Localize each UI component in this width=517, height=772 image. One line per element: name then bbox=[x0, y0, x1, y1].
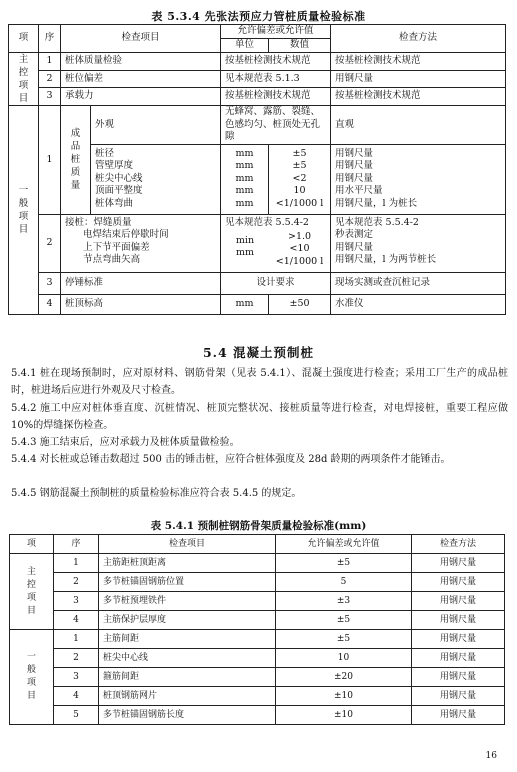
table-row bbox=[10, 687, 505, 706]
seq-cell: 2 bbox=[39, 70, 61, 88]
pile-dimension-items: 桩径 管壁厚度 桩尖中心线 顶面平整度 桩体弯曲 bbox=[91, 144, 221, 214]
seq-cell: 1 bbox=[54, 630, 99, 649]
table-row bbox=[9, 53, 506, 71]
check-cell: 多节桩锚固钢筋位置 bbox=[99, 573, 276, 592]
check-cell: 桩尖中心线 bbox=[99, 649, 276, 668]
main-control-label: 主控项目 bbox=[9, 53, 39, 106]
tolerance-cell: 10 bbox=[276, 649, 412, 668]
tolerance-cell: ±5 bbox=[276, 630, 412, 649]
header-check: 检查项目 bbox=[61, 25, 221, 53]
pile-dimension-values: ±5 ±5 <2 10 <1/1000 l bbox=[269, 144, 331, 214]
paragraph-5-4-5: 5.4.5 钢筋混凝土预制桩的质量检验标准应符合表 5.4.5 的规定。 bbox=[11, 488, 302, 499]
table-5-3-4 bbox=[8, 24, 506, 315]
seq-cell: 2 bbox=[39, 214, 61, 272]
unit-cell: mm bbox=[221, 294, 269, 314]
table-row bbox=[9, 294, 506, 314]
check-cell: 桩顶标高 bbox=[61, 294, 221, 314]
seq-cell: 5 bbox=[54, 706, 99, 725]
table-5-4-1-title: 表 5.4.1 预制桩钢筋骨架质量检验标准(mm) bbox=[150, 520, 367, 532]
table-row bbox=[10, 592, 505, 611]
header-check: 检查项目 bbox=[99, 535, 276, 554]
check-cell: 停锤标准 bbox=[61, 272, 221, 294]
method-cell: 用钢尺量 bbox=[412, 687, 505, 706]
seq-cell: 3 bbox=[39, 272, 61, 294]
method-cell: 现场实测或查沉桩记录 bbox=[331, 272, 506, 294]
check-cell: 桩体质量检验 bbox=[61, 53, 221, 71]
table-row bbox=[9, 272, 506, 294]
table-row bbox=[9, 106, 506, 145]
seq-cell: 4 bbox=[54, 687, 99, 706]
tolerance-cell: ±10 bbox=[276, 687, 412, 706]
splice-items: 接桩：焊缝质量 电焊结束后停歇时间 上下节平面偏差 节点弯曲矢高 bbox=[61, 214, 221, 272]
header-value: 数值 bbox=[269, 39, 331, 53]
seq-cell: 4 bbox=[39, 294, 61, 314]
main-control-label: 主控项目 bbox=[10, 554, 54, 630]
tolerance-cell: 按基桩检测技术规范 bbox=[221, 88, 331, 106]
seq-cell: 4 bbox=[54, 611, 99, 630]
pile-dimension-methods: 用钢尺量 用钢尺量 用钢尺量 用水平尺量 用钢尺量，l 为桩长 bbox=[331, 144, 506, 214]
table-row bbox=[10, 611, 505, 630]
finished-pile-label: 成品桩质量 bbox=[61, 106, 91, 215]
method-cell: 用钢尺量 bbox=[412, 573, 505, 592]
splice-methods: 见本规范表 5.5.4-2 秒表测定 用钢尺量 用钢尺量，l 为两节桩长 bbox=[331, 214, 506, 272]
method-cell: 按基桩检测技术规范 bbox=[331, 53, 506, 71]
seq-cell: 2 bbox=[54, 649, 99, 668]
paragraph-5-4-2: 5.4.2 施工中应对桩体垂直度、沉桩情况、桩顶完整状况、接桩质量等进行检查，对电焊接桩，重要工程应做 10%的焊缝探伤检查。 bbox=[11, 403, 508, 431]
splice-units: min mm bbox=[235, 234, 255, 258]
table-row bbox=[10, 573, 505, 592]
check-cell: 承载力 bbox=[61, 88, 221, 106]
table-row bbox=[9, 214, 506, 272]
table-5-4-1 bbox=[9, 534, 505, 725]
method-cell: 用钢尺量 bbox=[412, 706, 505, 725]
check-cell: 桩顶钢筋网片 bbox=[99, 687, 276, 706]
method-cell: 用钢尺量 bbox=[412, 668, 505, 687]
header-tolerance: 允许偏差或允许值 bbox=[221, 25, 331, 39]
appearance-method: 直观 bbox=[331, 106, 506, 145]
tolerance-cell: 设计要求 bbox=[221, 272, 331, 294]
paragraph-5-4-1: 5.4.1 桩在现场预制时，应对原材料、钢筋骨架（见表 5.4.1）、混凝土强度进行检查；采用工厂生产的成品桩时，桩进场后应进行外观及尺寸检查。 bbox=[11, 368, 508, 396]
seq-cell: 3 bbox=[39, 88, 61, 106]
tolerance-cell: ±20 bbox=[276, 668, 412, 687]
seq-cell: 1 bbox=[39, 53, 61, 71]
check-cell: 主筋距桩顶距离 bbox=[99, 554, 276, 573]
method-cell: 用钢尺量 bbox=[331, 70, 506, 88]
general-label: 一般项目 bbox=[9, 106, 39, 315]
tolerance-cell: 见本规范表 5.1.3 bbox=[221, 70, 331, 88]
table-5-3-4-title: 表 5.3.4 先张法预应力管桩质量检验标准 bbox=[151, 10, 366, 23]
seq-cell: 3 bbox=[54, 668, 99, 687]
page-number: 16 bbox=[485, 751, 497, 761]
header-method: 检查方法 bbox=[331, 25, 506, 53]
table-row bbox=[10, 630, 505, 649]
check-cell: 箍筋间距 bbox=[99, 668, 276, 687]
table-row bbox=[10, 554, 505, 573]
table-row bbox=[10, 668, 505, 687]
table-row bbox=[9, 70, 506, 88]
method-cell: 按基桩检测技术规范 bbox=[331, 88, 506, 106]
tolerance-cell: ±10 bbox=[276, 706, 412, 725]
paragraph-5-4-4: 5.4.4 对长桩或总锤击数超过 500 击的锤击桩，应符合桩体强度及 28d 龄期的两项条件才能锤击。 bbox=[11, 454, 451, 465]
splice-values: >1.0 <10 <1/1000 l bbox=[275, 230, 324, 267]
seq-cell: 2 bbox=[54, 573, 99, 592]
tolerance-cell: 5 bbox=[276, 573, 412, 592]
seq-cell: 3 bbox=[54, 592, 99, 611]
method-cell: 用钢尺量 bbox=[412, 554, 505, 573]
tolerance-cell: 按基桩检测技术规范 bbox=[221, 53, 331, 71]
header-item: 项 bbox=[9, 25, 39, 53]
check-cell: 主筋保护层厚度 bbox=[99, 611, 276, 630]
appearance-tolerance: 无蜂窝、露筋、裂缝、色感均匀、桩顶处无孔隙 bbox=[221, 106, 331, 145]
appearance-cell: 外观 bbox=[91, 106, 221, 145]
method-cell: 用钢尺量 bbox=[412, 630, 505, 649]
header-seq: 序 bbox=[54, 535, 99, 554]
method-cell: 用钢尺量 bbox=[412, 611, 505, 630]
paragraph-5-4-3: 5.4.3 施工结束后，应对承载力及桩体质量做检验。 bbox=[11, 437, 240, 448]
check-cell: 桩位偏差 bbox=[61, 70, 221, 88]
method-cell: 水准仪 bbox=[331, 294, 506, 314]
table-row bbox=[10, 649, 505, 668]
seq-cell: 1 bbox=[39, 106, 61, 215]
method-cell: 用钢尺量 bbox=[412, 649, 505, 668]
tolerance-cell: ±5 bbox=[276, 554, 412, 573]
header-seq: 序 bbox=[39, 25, 61, 53]
table-row bbox=[10, 706, 505, 725]
header-unit: 单位 bbox=[221, 39, 269, 53]
check-cell: 多节桩锚固钢筋长度 bbox=[99, 706, 276, 725]
header-method: 检查方法 bbox=[412, 535, 505, 554]
value-cell: ±50 bbox=[269, 294, 331, 314]
general-label: 一般项目 bbox=[10, 630, 54, 725]
tolerance-cell: ±5 bbox=[276, 611, 412, 630]
method-cell: 用钢尺量 bbox=[412, 592, 505, 611]
table-row bbox=[9, 88, 506, 106]
section-heading: 5.4 混凝土预制桩 bbox=[202, 345, 315, 360]
header-item: 项 bbox=[10, 535, 54, 554]
check-cell: 多节桩预埋铁件 bbox=[99, 592, 276, 611]
header-tolerance: 允许偏差或允许值 bbox=[276, 535, 412, 554]
check-cell: 主筋间距 bbox=[99, 630, 276, 649]
splice-weld-tolerance: 见本规范表 5.5.4-2 bbox=[225, 216, 309, 228]
pile-dimension-units: mm mm mm mm mm bbox=[221, 144, 269, 214]
seq-cell: 1 bbox=[54, 554, 99, 573]
tolerance-cell: ±3 bbox=[276, 592, 412, 611]
